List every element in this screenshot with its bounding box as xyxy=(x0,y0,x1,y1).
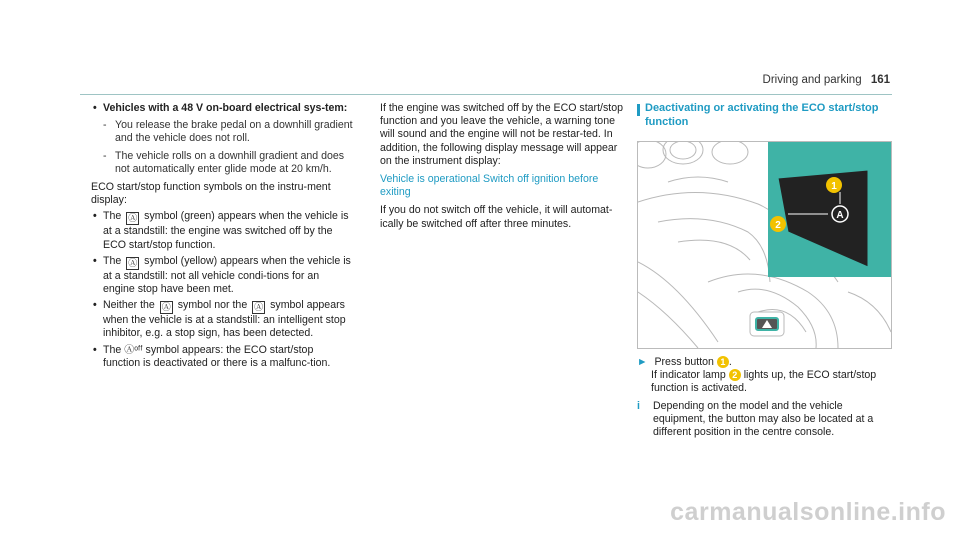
step-line2-post: lights up, the ECO start/stop function is activated. xyxy=(651,369,877,395)
column-1 xyxy=(91,102,353,370)
display-message: Vehicle is operational Switch off ignition before exiting xyxy=(380,173,599,199)
centre-console-illustration xyxy=(637,141,892,349)
figure-callout-1: 1 xyxy=(831,181,837,192)
eco-off-symbol-icon: Ⓐᵒᶠᶠ xyxy=(124,344,143,356)
page-number: 161 xyxy=(870,74,890,86)
paragraph-auto-off: If you do not switch off the vehicle, it will automat-ically be switched off after three minutes. xyxy=(380,204,613,230)
step-line2-pre: If indicator lamp xyxy=(651,369,726,382)
console-drawing xyxy=(638,142,891,348)
bullet-48v-text: Vehicles with a 48 V on-board electrical sys-tem: xyxy=(103,102,348,114)
step-line-2 xyxy=(637,369,897,395)
paragraph-warning: If the engine was switched off by the ECO start/stop function and you leave the vehicle, a warning tone will sound and the engine will not be restar-ted. In addition, the following display message will appear on the instrument display: xyxy=(380,102,623,167)
bullet-off-symbol xyxy=(91,344,353,370)
info-note xyxy=(637,400,897,440)
dash-item-1 xyxy=(103,119,353,145)
running-header xyxy=(763,74,890,86)
dash-item-2 xyxy=(103,150,353,176)
watermark: carmanualsonline.info xyxy=(670,498,946,526)
step-line-1 xyxy=(637,356,897,369)
section-heading: Deactivating or activating the ECO start/stop function xyxy=(637,102,897,129)
bullet-neither-symbol xyxy=(91,299,353,340)
eco-symbol-icon: Ⓐ xyxy=(128,213,138,224)
b4-pre: The xyxy=(103,343,122,356)
bullet-green-symbol xyxy=(91,210,353,251)
dash-item-2-text: The vehicle rolls on a downhill gradient and does not automatically enter glide mode at 20 km/h. xyxy=(115,149,345,175)
b3-mid: symbol nor the xyxy=(177,299,248,312)
callout-2-badge: 2 xyxy=(729,369,741,381)
column-3 xyxy=(637,102,897,129)
section-title: Driving and parking xyxy=(762,74,862,86)
callout-1-badge: 1 xyxy=(717,356,729,368)
b2-post: symbol (yellow) appears when the vehicle is at a standstill: not all vehicle condi-tions for an engine stop have been met. xyxy=(103,254,351,296)
eco-symbol-yellow-icon-2: Ⓐ xyxy=(254,302,264,313)
column-2 xyxy=(380,102,625,231)
b2-pre: The xyxy=(103,254,122,267)
bullet-yellow-symbol xyxy=(91,255,353,296)
step-arrow-icon: ► xyxy=(637,356,648,368)
b1-pre: The xyxy=(103,210,122,223)
symbols-intro: ECO start/stop function symbols on the instru-ment display: xyxy=(91,181,331,207)
svg-text:A: A xyxy=(836,210,844,221)
b1-post: symbol (green) appears when the vehicle is at a standstill: the engine was switched off by the ECO start/stop function. xyxy=(103,210,349,251)
b4-post: symbol appears: the ECO start/stop function is deactivated or there is a malfunc-tion. xyxy=(103,343,331,369)
info-icon: i xyxy=(637,399,640,412)
b3-post: symbol appears when the vehicle is at a standstill: an intelligent stop inhibitor, e.g. a stop sign, has been detected. xyxy=(103,299,346,340)
header-divider xyxy=(80,94,892,95)
eco-symbol-yellow-icon: Ⓐ xyxy=(128,257,138,268)
b3-pre: Neither the xyxy=(103,299,155,312)
step-post: . xyxy=(728,356,732,368)
info-note-text: Depending on the model and the vehicle equipment, the button may also be located at a different position in the centre console. xyxy=(653,399,874,439)
step-pre: Press button xyxy=(654,356,714,368)
bullet-48v xyxy=(91,102,353,115)
instruction-step xyxy=(637,356,897,439)
figure-callout-2: 2 xyxy=(775,220,781,231)
dash-item-1-text: You release the brake pedal on a downhill gradient and the vehicle does not roll. xyxy=(115,119,353,145)
eco-symbol-green-icon: Ⓐ xyxy=(161,302,171,313)
